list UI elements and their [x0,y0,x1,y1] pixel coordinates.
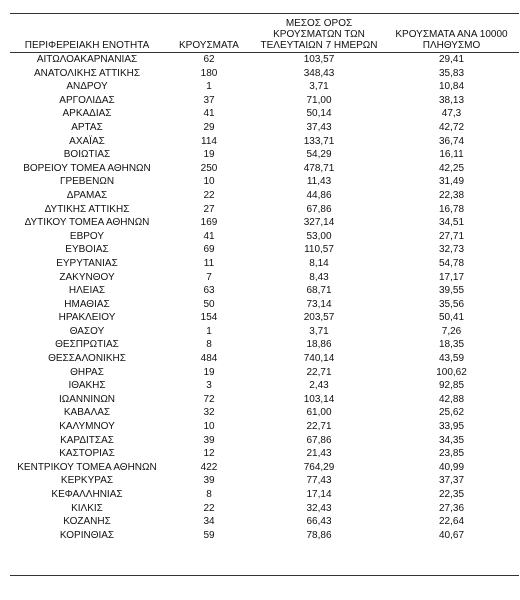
table-header [10,18,519,53]
table-row [10,502,519,516]
cell-cases: 32 [203,407,215,419]
cell-cases: 250 [200,162,218,174]
cell-cases: 72 [203,393,215,405]
cell-avg7: 3,71 [309,81,329,93]
header-region [10,18,164,53]
cell-region: ΘΗΡΑΣ [70,366,104,378]
table-row [10,216,519,230]
table-row [10,257,519,271]
cell-region: ΚΟΖΑΝΗΣ [63,516,111,528]
table-row [10,379,519,393]
cell-avg7: 2,43 [309,380,329,392]
cell-per10k: 35,83 [438,67,465,79]
cell-cases: 114 [201,135,217,147]
table-row [10,393,519,407]
cell-per10k: 17,17 [438,271,465,283]
table-body [10,53,519,543]
cell-region: ΗΡΑΚΛΕΙΟΥ [58,312,116,324]
table-row [10,406,519,420]
cell-cases: 22 [203,189,215,201]
cell-avg7: 17,14 [306,489,332,500]
cell-region: ΘΑΣΟΥ [69,325,105,337]
header-cases-label: ΚΡΟΥΣΜΑΤΑ [179,40,239,51]
cell-region: ΙΩΑΝΝΙΝΩΝ [58,393,116,405]
cell-avg7: 764,29 [303,461,335,473]
cell-avg7: 78,86 [306,529,332,541]
cell-per10k: 42,25 [438,162,465,174]
cell-avg7: 3,71 [309,325,329,337]
cell-region: ΘΕΣΣΑΛΟΝΙΚΗΣ [48,353,126,365]
cell-avg7: 8,14 [309,257,329,269]
table-row [10,311,519,325]
table-row [10,230,519,244]
cell-region: ΚΑΡΔΙΤΣΑΣ [60,434,114,446]
table-row [10,284,519,298]
table-row [10,366,519,380]
cell-per10k: 40,99 [438,461,465,473]
cell-cases: 29 [203,121,215,133]
header-avg7 [254,18,384,53]
cell-avg7: 740,14 [303,353,335,365]
cell-per10k: 47,3 [441,108,462,120]
cell-per10k: 31,49 [438,176,465,188]
cell-region: ΑΡΓΟΛΙΔΑΣ [59,94,115,106]
cell-avg7: 54,29 [306,149,332,161]
header-avg7-line2: ΚΡΟΥΣΜΑΤΩΝ ΤΩΝ [273,29,365,40]
table-row [10,515,519,529]
table-row [10,203,519,217]
cell-region: ΒΟΙΩΤΙΑΣ [63,149,111,161]
cell-avg7: 67,86 [306,434,332,446]
table-row [10,175,519,189]
cell-cases: 34 [203,516,215,528]
cell-region: ΔΥΤΙΚΟΥ ΤΟΜΕΑ ΑΘΗΝΩΝ [24,217,150,229]
table-row [10,80,519,94]
table-row [10,338,519,352]
cell-per10k: 37,37 [438,475,465,487]
cell-avg7: 18,86 [306,339,332,351]
cell-avg7: 103,14 [303,393,335,405]
cell-avg7: 44,86 [306,189,332,201]
cell-per10k: 29,41 [438,54,465,65]
cell-cases: 69 [203,244,215,256]
cell-avg7: 53,00 [306,230,332,242]
cell-per10k: 50,41 [438,312,465,324]
table-row [10,107,519,121]
cell-per10k: 92,85 [438,380,465,392]
cell-avg7: 66,43 [306,516,332,528]
cell-per10k: 32,73 [438,244,465,256]
cell-region: ΓΡΕΒΕΝΩΝ [59,176,115,188]
cell-cases: 39 [203,475,215,487]
table-row [10,189,519,203]
cell-cases: 169 [200,217,218,229]
cell-per10k: 43,59 [438,353,465,365]
cell-region: ΚΑΣΤΟΡΙΑΣ [59,448,115,460]
table-row [10,352,519,366]
cell-avg7: 67,86 [306,203,332,215]
cell-avg7: 68,71 [306,285,332,297]
cell-cases: 11 [203,257,215,269]
cell-region: ΚΙΛΚΙΣ [71,502,103,514]
cell-per10k: 42,88 [438,393,465,405]
cell-region: ΑΝΔΡΟΥ [66,81,108,93]
cell-avg7: 73,14 [306,298,332,310]
cell-per10k: 22,38 [438,189,465,201]
header-per10k-line2: ΠΛΗΘΥΣΜΟ [422,40,481,51]
cell-region: ΒΟΡΕΙΟΥ ΤΟΜΕΑ ΑΘΗΝΩΝ [23,162,151,174]
header-cases [164,18,254,53]
cell-cases: 1 [206,81,212,93]
cell-per10k: 100,62 [436,366,467,378]
table-row [10,529,519,543]
cell-cases: 8 [206,489,212,500]
cell-region: ΗΛΕΙΑΣ [68,285,106,297]
cell-avg7: 327,14 [303,217,335,229]
cell-per10k: 42,72 [438,121,465,133]
cell-cases: 10 [203,176,215,188]
header-region-label: ΠΕΡΙΦΕΡΕΙΑΚΗ ΕΝΟΤΗΤΑ [24,40,150,51]
table-row [10,121,519,135]
cell-avg7: 50,14 [306,108,332,120]
table-row [10,53,519,67]
cell-avg7: 37,43 [306,121,332,133]
cell-cases: 63 [203,285,215,297]
table-row [10,447,519,461]
table-row [10,243,519,257]
cell-cases: 62 [203,54,215,65]
cell-region: ΘΕΣΠΡΩΤΙΑΣ [55,339,119,351]
cell-per10k: 36,74 [438,135,465,147]
cell-region: ΚΕΦΑΛΛΗΝΙΑΣ [51,489,123,500]
cell-region: ΑΝΑΤΟΛΙΚΗΣ ΑΤΤΙΚΗΣ [33,67,141,79]
cell-cases: 39 [203,434,215,446]
header-per10k [384,18,519,53]
table-row [10,461,519,475]
cell-per10k: 22,64 [438,516,465,528]
cell-avg7: 103,57 [303,54,335,65]
cell-per10k: 23,85 [438,448,465,460]
cell-avg7: 22,71 [306,421,332,433]
cell-cases: 484 [200,353,218,365]
top-rule [10,13,519,14]
cell-per10k: 10,84 [438,81,465,93]
header-row [10,18,519,53]
cell-cases: 154 [200,312,218,324]
cell-per10k: 25,62 [438,407,465,419]
cell-region: ΚΕΝΤΡΙΚΟΥ ΤΟΜΕΑ ΑΘΗΝΩΝ [17,461,157,473]
cell-region: ΚΕΡΚΥΡΑΣ [60,475,114,487]
header-per10k-line1: ΚΡΟΥΣΜΑΤΑ ΑΝΑ 10000 [395,29,508,40]
cell-avg7: 22,71 [306,366,332,378]
table-row [10,148,519,162]
cell-cases: 50 [203,298,215,310]
cell-cases: 1 [206,325,212,337]
cell-region: ΑΙΤΩΛΟΑΚΑΡΝΑΝΙΑΣ [36,54,138,65]
cell-avg7: 203,57 [303,312,335,324]
table-row [10,298,519,312]
cell-cases: 41 [203,230,215,242]
table-row [10,67,519,81]
cell-per10k: 34,51 [438,217,465,229]
cell-per10k: 27,71 [438,230,465,242]
cell-avg7: 8,43 [309,271,329,283]
table-row [10,434,519,448]
cell-cases: 59 [203,529,215,541]
cell-avg7: 32,43 [306,502,332,514]
cell-avg7: 71,00 [306,94,332,106]
table-row [10,135,519,149]
cell-per10k: 54,78 [438,257,465,269]
header-avg7-line3: ΤΕΛΕΥΤΑΙΩΝ 7 ΗΜΕΡΩΝ [260,40,378,51]
cell-cases: 7 [206,271,212,283]
cell-region: ΚΑΒΑΛΑΣ [63,407,111,419]
cell-region: ΙΘΑΚΗΣ [68,380,106,392]
cell-per10k: 16,78 [438,203,465,215]
table-row [10,271,519,285]
cell-region: ΖΑΚΥΝΘΟΥ [59,271,115,283]
table-row [10,325,519,339]
cell-region: ΑΧΑΪΑΣ [69,135,105,147]
cell-cases: 41 [203,108,215,120]
cell-cases: 12 [203,448,215,460]
cases-table [10,18,519,542]
cell-avg7: 478,71 [303,162,335,174]
cell-cases: 3 [206,380,212,392]
cell-avg7: 21,43 [306,448,332,460]
cell-region: ΚΑΛΥΜΝΟΥ [59,421,115,433]
cell-per10k: 16,11 [439,149,464,161]
header-avg7-line1: ΜΕΣΟΣ ΟΡΟΣ [285,18,353,29]
cell-avg7: 61,00 [306,407,332,419]
table-row [10,162,519,176]
cell-per10k: 39,55 [438,285,465,297]
cell-region: ΔΡΑΜΑΣ [66,189,108,201]
cell-region: ΕΥΒΟΙΑΣ [65,244,109,256]
table-row [10,420,519,434]
cell-per10k: 35,56 [438,298,465,310]
cell-per10k: 33,95 [438,421,465,433]
cell-avg7: 110,57 [304,244,334,256]
bottom-rule [10,575,519,576]
cell-region: ΗΜΑΘΙΑΣ [64,298,110,310]
cell-region: ΚΟΡΙΝΘΙΑΣ [59,529,115,541]
cell-per10k: 34,35 [438,434,465,446]
table-row [10,488,519,502]
cell-per10k: 18,35 [438,339,465,351]
cell-avg7: 11,43 [306,176,332,188]
cell-cases: 19 [203,149,215,161]
cell-region: ΑΡΤΑΣ [71,121,103,133]
cell-region: ΔΥΤΙΚΗΣ ΑΤΤΙΚΗΣ [44,203,130,215]
cell-cases: 8 [206,339,212,351]
cell-cases: 19 [203,366,215,378]
cell-cases: 422 [200,461,218,473]
cell-per10k: 38,13 [438,94,465,106]
cell-per10k: 27,36 [438,502,465,514]
table-row [10,94,519,108]
cell-avg7: 133,71 [303,135,335,147]
cell-cases: 10 [203,421,215,433]
cell-cases: 22 [203,502,215,514]
cell-region: ΕΥΡΥΤΑΝΙΑΣ [56,257,118,269]
cell-per10k: 22,35 [438,489,465,500]
cell-region: ΑΡΚΑΔΙΑΣ [62,108,112,120]
cell-per10k: 40,67 [438,529,465,541]
cell-avg7: 348,43 [303,67,335,79]
table-row [10,474,519,488]
cell-cases: 180 [200,67,218,79]
cell-cases: 37 [203,94,215,106]
cell-avg7: 77,43 [306,475,332,487]
cell-region: ΕΒΡΟΥ [69,230,105,242]
cell-per10k: 7,26 [441,325,462,337]
cell-cases: 27 [203,203,215,215]
